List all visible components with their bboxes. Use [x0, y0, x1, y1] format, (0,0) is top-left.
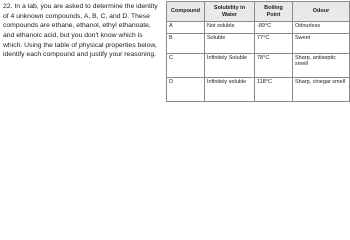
table-row [167, 22, 350, 34]
header-boiling-point: Boiling Point [255, 2, 293, 22]
cell-boiling-point: -89°C [255, 22, 293, 34]
table-row [167, 78, 350, 102]
cell-compound: A [167, 22, 205, 34]
cell-compound: B [167, 34, 205, 54]
cell-compound: D [167, 78, 205, 102]
cell-solubility: Soluble [205, 34, 255, 54]
header-compound: Compound [167, 2, 205, 22]
table-row [167, 54, 350, 78]
cell-boiling-point: 78°C [255, 54, 293, 78]
question-number: 22. [3, 3, 13, 10]
question-text [3, 2, 163, 60]
header-solubility: Solubility in Water [205, 2, 255, 22]
cell-boiling-point: 118°C [255, 78, 293, 102]
cell-solubility: Infinitely soluble [205, 78, 255, 102]
cell-solubility: Not soluble [205, 22, 255, 34]
question-body: In a lab, you are asked to determine the identity of 4 unknown compounds, A, B, C, and D. These compounds are ethane, ethanol, ethyl ethanoate, and ethanoic acid, but you don't know which is which. Using the table of physical properties below, identify each compound and justify your reasoning. [3, 3, 158, 59]
cell-compound: C [167, 54, 205, 78]
cell-solubility: Infinitely Soluble [205, 54, 255, 78]
table-row [167, 34, 350, 54]
cell-boiling-point: 77°C [255, 34, 293, 54]
header-odour: Odour [293, 2, 350, 22]
cell-odour: Sharp, antiseptic smell [293, 54, 350, 78]
table-header-row [167, 2, 350, 22]
cell-odour: Sweet [293, 34, 350, 54]
cell-odour: Odourless [293, 22, 350, 34]
cell-odour: Sharp, vinegar smell [293, 78, 350, 102]
properties-table [166, 1, 350, 102]
